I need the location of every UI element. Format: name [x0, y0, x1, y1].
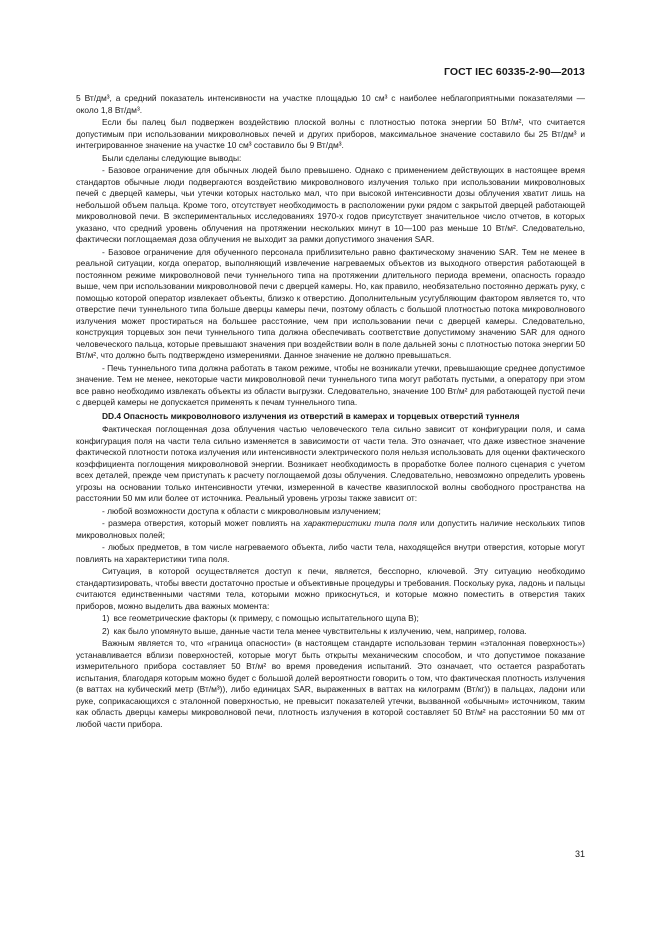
document-body	[76, 93, 585, 731]
section-heading: DD.4 Опасность микроволнового излучения из отверстий в камерах и торцевых отверстий туннеля	[102, 410, 520, 421]
numbered-item	[76, 613, 585, 625]
document-header: ГОСТ IEC 60335-2-90—2013	[443, 66, 585, 78]
item-text: все геометрические факторы (к примеру, с помощью испытательного щупа В);	[113, 613, 419, 623]
paragraph: Были сделаны следующие выводы:	[102, 152, 242, 163]
conclusion-item: - Базовое ограничение для обученного персонала приблизительно равно фактическому значению SAR. Тем не менее в реальной ситуации, когда оператор, выполняющий извлечение нагреваемых объектов из выходного отверстия работающей в постоянном режиме микроволновой печи туннельного типа на протяжении длительного периода времени, опасность гораздо выше, чем при использовании микроволновой печи с дверцей камеры. Но, как правило, необязательно постоянно держать руку, с помощью которой оператор извлекает объекты, близко к отверстию. Дополнительным усугубляющим фактором является то, что отверстие печи туннельного типа больше дверцы камеры печи, поэтому область с большой плотностью потока микроволнового излучения может простираться на большее расстояние, чем при использовании печи с дверцей камеры. Следовательно, конструкция торцевых зон печи туннельного типа должна обеспечивать соответствие допустимому значению SAR для одного человеческого пальца, которые превышают значения при воздействии волн в поле дальней зоны с плотностью потока энергии 50 Вт/м², что должно быть подтверждено измерениями. Данное значение не должно превышаться.	[76, 246, 585, 360]
item-number: 1)	[102, 613, 110, 623]
paragraph: Ситуация, в которой осуществляется доступ к печи, является, бесспорно, ключевой. Эту ситуацию необходимо стандартизировать, чтобы ввести достаточно простые и объективные процедуры и требования. Поскольку рука, ладонь и пальцы считаются единственными частями тела, которыми можно прикоснуться, и которые можно поместить в отверстия таких приборов, можно выделить два важных момента:	[76, 566, 585, 611]
paragraph: Важным является то, что «граница опасности» (в настоящем стандарте использован термин «эталонная поверхность») устанавливается вблизи поверхностей, которые могут быть открыты механическим способом, и что допустимое показание измерительного прибора составляет 50 Вт/м² во время проведения испытаний. Это означает, что остается разработать испытания, благодаря которым можно будет с большой долей вероятности говорить о том, что фактическая плотность излучения (в ваттах на кубический метр (Вт/м³)), либо единицах SAR, выраженных в ваттах на килограмм (Вт/кг)) в пальцах, ладони или руке, соприкасающихся с эталонной поверхностью, не превысит показателей утечки, вызванной «обычным» источником, таким как область дверцы камеры микроволновой печи, плотность излучения в которой составляет 50 Вт/м² на расстоянии 50 мм от любой части прибора.	[76, 638, 585, 729]
paragraph: 5 Вт/дм³, а средний показатель интенсивности на участке площадью 10 см³ с наиболее неблагоприятными показателями — около 1,8 Вт/дм³.	[76, 93, 585, 115]
emphasis-text: характеристики типа поля	[303, 518, 417, 528]
numbered-list	[76, 613, 585, 637]
item-text: как было упомянуто выше, данные части тела менее чувствительны к излучению, чем, например, голова.	[113, 625, 527, 636]
paragraph: Фактическая поглощенная доза облучения частью человеческого тела сильно зависит от конфигурации поля, и сама конфигурация поля на части тела сильно изменяется в зависимости от части тела. Это означает, что даже известное значение фактической плотности потока излучения или интенсивности электрического поля нельзя использовать для оценки фактического коэффициента поглощения микроволновой энергии. Возникает необходимость в проработке более полного сценария с учетом всех деталей, прежде чем приступать к расчету поглощаемой дозы облучения. Следовательно, невозможно определить уровень угрозы на основании только интенсивности утечки, измеренной в качестве квазиплоской волны свободного пространства на расстоянии 50 мм или более от источника. Реальный уровень угрозы также зависит от:	[76, 424, 585, 503]
item-number: 2)	[102, 625, 110, 636]
conclusion-item: - Печь туннельного типа должна работать в таком режиме, чтобы не возникали утечки, превышающие среднее допустимое значение. Тем не менее, некоторые части микроволновой печи туннельного типа могут работать пустыми, а оператору при этом все равно необходимо извлекать объекты из области выгрузки. Следовательно, значение 100 Вт/м² для работающей пустой печи с дверцей камеры не допускается применять к печам туннельного типа.	[76, 362, 585, 407]
page-number: 31	[574, 849, 585, 859]
list-item-text: или допустить наличие нескольких типов микроволновых полей;	[76, 518, 585, 540]
list-item: - любой возможности доступа к области с микроволновым излучением;	[102, 505, 381, 516]
list-item-text: - размера отверстия, который может повлиять на	[102, 518, 304, 528]
paragraph: Если бы палец был подвержен воздействию плоской волны с плотностью потока энергии 50 Вт/м², что считается допустимым при использовании микроволновых печей и других приборов, максимальное значение составило бы 25 Вт/дм³ и интегрированное значение на участке 10 см³ составило бы 9 Вт/дм³.	[76, 117, 585, 150]
conclusion-item: - Базовое ограничение для обычных людей было превышено. Однако с применением действующих в настоящее время стандартов обычные люди подвергаются воздействию микроволнового излучения только при использовании микроволновых печей с дверцей камеры, чьи утечки которых настолько мал, что при высокой интенсивности дозы облучения хватит лишь на небольшой объем пальца. Кроме того, отсутствует необходимость в расположении руки рядом с закрытой дверцей работающей микроволновой печи. В экспериментальных исследованиях 1970-х годов присутствует значительное число отчетов, в которых указано, что средний уровень облучения на протяжении нескольких минут в 10—100 раз меньше 10 Вт/м². Следовательно, фактически поглощаемая доза облучения не выходит за рамки допустимого значения SAR.	[76, 165, 585, 244]
list-item: - любых предметов, в том числе нагреваемого объекта, либо части тела, находящейся внутри отверстия, которые могут повлиять на характеристики типа поля.	[76, 542, 585, 564]
numbered-item	[76, 626, 585, 638]
list-item	[76, 518, 585, 541]
